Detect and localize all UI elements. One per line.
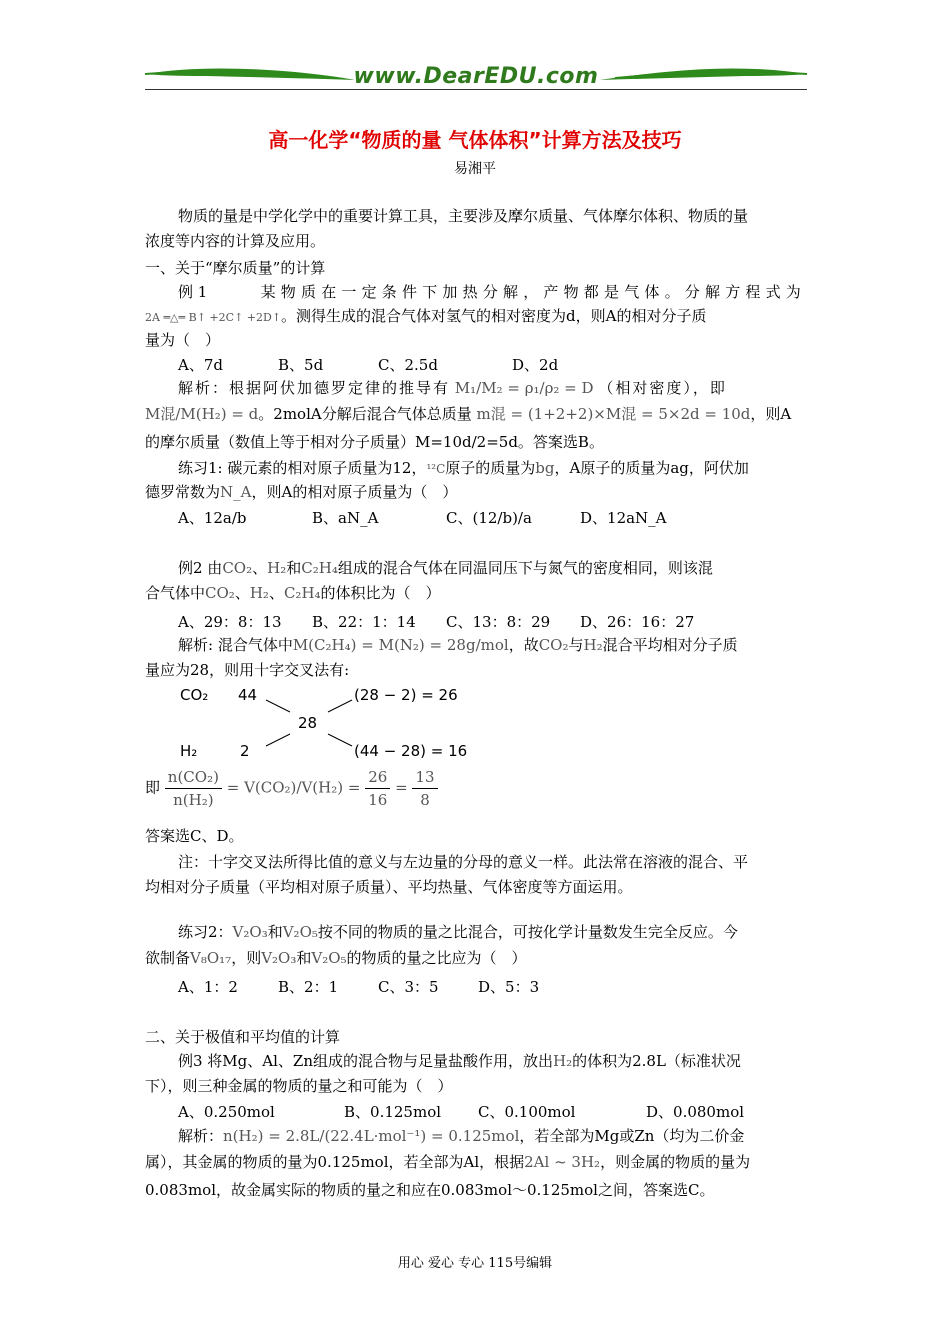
analysis-text: ，则金属的物质的量为 (600, 1153, 751, 1171)
formula: M混/M(H₂) = d (145, 405, 259, 423)
example-text: 的体积为2.8L（标准状况 (572, 1052, 741, 1070)
analysis-text: ，则A (750, 405, 792, 423)
practice-text: ，A原子的质量为ag，阿伏加 (554, 459, 749, 477)
analysis-line (145, 404, 791, 424)
practice-text: 按不同的物质的量之比混合，可按化学计量数发生完全反应。今 (317, 923, 738, 941)
practice-1-line (145, 482, 457, 502)
option-b: B、5d (278, 356, 324, 374)
formula: V₂O₅ (282, 923, 318, 941)
formula: V₂O₅ (311, 949, 347, 967)
formula: bg (535, 459, 555, 477)
analysis-text: 解析：根据阿伏加德罗定律的推导有 (178, 379, 451, 397)
example-3-line (178, 1051, 741, 1071)
example-text: 。测得生成的混合气体对氢气的相对密度为d，则A的相对分子质 (281, 307, 707, 325)
denominator: 8 (420, 791, 430, 809)
analysis-line (178, 635, 738, 655)
cross-co2-value: 44 (238, 686, 258, 704)
option-a: A、1：2 (178, 978, 238, 996)
denominator: 16 (368, 791, 388, 809)
example-2-line: 合气体中CO₂、H₂、C₂H₄的体积比为（ ） (145, 584, 441, 602)
page-title: 高一化学“物质的量 气体体积”计算方法及技巧 (268, 128, 682, 152)
option-d: D、5：3 (478, 978, 540, 996)
formula: M(C₂H₄) = M(N₂) = 28g/mol (292, 636, 509, 654)
analysis-line: 0.083mol，故金属实际的物质的量之和应在0.083mol～0.125mol之间，答案选C。 (145, 1181, 715, 1199)
option-c: C、13：8：29 (446, 613, 551, 631)
example-text: 某物质在一定条件下加热分解，产物都是气体。分解方程式为 (260, 283, 806, 301)
analysis-line: 量应为28，则用十字交叉法有: (145, 661, 350, 679)
example-text: 例3 将Mg、Al、Zn组成的混合物与足量盐酸作用，放出 (178, 1052, 553, 1070)
example-1-line: 量为（ ） (145, 331, 221, 349)
option-d: D、0.080mol (646, 1103, 745, 1121)
cross-method-diagram (178, 684, 478, 766)
example-text: 例2 由 (178, 559, 223, 577)
site-header (145, 62, 807, 92)
analysis-line (178, 378, 727, 398)
formula: H₂ (583, 636, 603, 654)
analysis-text: （相对密度），即 (598, 379, 727, 397)
formula: V₂O₃ (232, 923, 268, 941)
option-d: D、12aN_A (580, 509, 667, 527)
practice-text: 的物质的量之比应为（ ） (346, 949, 527, 967)
practice-text: 原子的质量为 (445, 459, 536, 477)
answer-line: 答案选C、D。 (145, 827, 244, 845)
analysis-text: 属），其金属的物质的量为0.125mol，若全部为Al，根据 (145, 1153, 525, 1171)
option-d: D、26：16：27 (580, 613, 695, 631)
example-1-line (145, 306, 706, 328)
note-line: 注：十字交叉法所得比值的意义与左边量的分母的意义一样。此法常在溶液的混合、平 (178, 853, 749, 871)
practice-2-line (178, 922, 738, 942)
formula: 2Al ~ 3H₂ (524, 1153, 601, 1171)
formula: N_A (220, 483, 252, 501)
practice-1-line (178, 458, 749, 479)
fraction (165, 766, 222, 811)
analysis-line (178, 1126, 744, 1146)
formula: M₁/M₂ = ρ₁/ρ₂ = D (454, 379, 594, 397)
practice-text: 和 (267, 923, 283, 941)
formula: CO₂ (222, 559, 253, 577)
analysis-text: 混合平均相对分子质 (602, 636, 738, 654)
section-heading: 一、关于“摩尔质量”的计算 (145, 259, 326, 277)
example-text: 组成的混合气体在同温同压下与氮气的密度相同，则该混 (337, 559, 713, 577)
cross-top-right: (28 − 2) = 26 (354, 686, 458, 704)
option-b: B、0.125mol (344, 1103, 442, 1121)
numerator: 26 (365, 766, 390, 789)
option-c: C、0.100mol (478, 1103, 576, 1121)
formula: CO₂ (538, 636, 569, 654)
option-c: C、2.5d (378, 356, 438, 374)
analysis-text: 与 (568, 636, 584, 654)
option-c: C、(12/b)/a (446, 509, 532, 527)
result-line (145, 766, 438, 811)
cross-h2: H₂ (180, 742, 198, 760)
option-a: A、29：8：13 (178, 613, 282, 631)
formula: H₂ (249, 584, 269, 602)
analysis-line: 的摩尔质量（数值上等于相对分子质量）M=10d/2=5d。答案选B。 (145, 433, 604, 451)
analysis-line (145, 1152, 750, 1172)
practice-text: 练习1: 碳元素的相对原子质量为12， (178, 459, 427, 477)
formula: = (395, 778, 408, 797)
formula: H₂ (267, 559, 287, 577)
numerator: n(CO₂) (165, 766, 222, 789)
result-text: 即 (145, 778, 161, 797)
option-c: C、3：5 (378, 978, 439, 996)
numerator: 13 (412, 766, 437, 789)
option-a: A、12a/b (178, 509, 247, 527)
practice-text: 练习2： (178, 923, 233, 941)
cross-co2: CO₂ (180, 686, 209, 704)
example-text: 合气体中 (145, 584, 206, 602)
formula: m混 = (1+2+2)×M混 = 5×2d = 10d (476, 405, 751, 423)
analysis-text: ，故 (508, 636, 539, 654)
option-b: B、aN_A (312, 509, 379, 527)
formula: C₂H₄ (283, 584, 321, 602)
cross-center: 28 (298, 714, 318, 732)
formula: V₂O₃ (261, 949, 297, 967)
practice-2-line (145, 948, 527, 968)
practice-text: 德罗常数为 (145, 483, 221, 501)
example-1-line (178, 282, 806, 302)
example-label: 例 1 (178, 283, 208, 301)
option-b: B、2：1 (278, 978, 339, 996)
formula: V₈O₁₇ (190, 949, 232, 967)
practice-text: 和 (296, 949, 312, 967)
note-line: 均相对分子质量（平均相对原子质量）、平均热量、气体密度等方面运用。 (145, 878, 633, 896)
page-footer: 用心 爱心 专心 115号编辑 (397, 1256, 553, 1271)
example-text: 的体积比为（ ） (320, 584, 441, 602)
example-3-line: 下），则三种金属的物质的量之和可能为（ ） (145, 1077, 453, 1095)
analysis-text: 解析: 混合气体中 (178, 636, 293, 654)
analysis-text: 解析： (178, 1127, 224, 1145)
analysis-text: ，若全部为Mg或Zn（均为二价金 (519, 1127, 745, 1145)
fraction (412, 766, 437, 811)
cross-bottom-right: (44 − 28) = 16 (354, 742, 468, 760)
option-b: B、22：1：14 (312, 613, 416, 631)
site-logo-text: www.DearEDU.com (353, 64, 599, 89)
equation: 2A ═△═ B↑ +2C↑ +2D↑ (145, 311, 282, 324)
practice-text: ，则A的相对原子质量为（ ） (251, 483, 458, 501)
option-d: D、2d (512, 356, 559, 374)
author: 易湘平 (454, 161, 496, 177)
formula: CO₂ (205, 584, 235, 602)
formula: n(H₂) = 2.8L/(22.4L·mol⁻¹) = 0.125mol (223, 1127, 520, 1145)
denominator: n(H₂) (173, 791, 214, 809)
practice-text: ，则 (231, 949, 262, 967)
formula: ¹²C (426, 462, 446, 476)
intro-line: 物质的量是中学化学中的重要计算工具，主要涉及摩尔质量、气体摩尔体积、物质的量 (178, 207, 749, 225)
example-2-line: 例2 由CO₂、H₂和C₂H₄组成的混合气体在同温同压下与氮气的密度相同，则该混 (178, 559, 713, 577)
option-a: A、0.250mol (178, 1103, 275, 1121)
option-a: A、7d (178, 356, 223, 374)
intro-line: 浓度等内容的计算及应用。 (145, 232, 326, 250)
section-heading: 二、关于极值和平均值的计算 (145, 1028, 341, 1046)
analysis-text: 。2molA分解后混合气体总质量 (258, 405, 472, 423)
formula: H₂ (553, 1052, 573, 1070)
fraction (365, 766, 390, 811)
cross-h2-value: 2 (240, 742, 250, 760)
formula: = V(CO₂)/V(H₂) = (226, 778, 361, 797)
header-rule (145, 89, 807, 90)
practice-text: 欲制备 (145, 949, 191, 967)
formula: C₂H₄ (301, 559, 338, 577)
